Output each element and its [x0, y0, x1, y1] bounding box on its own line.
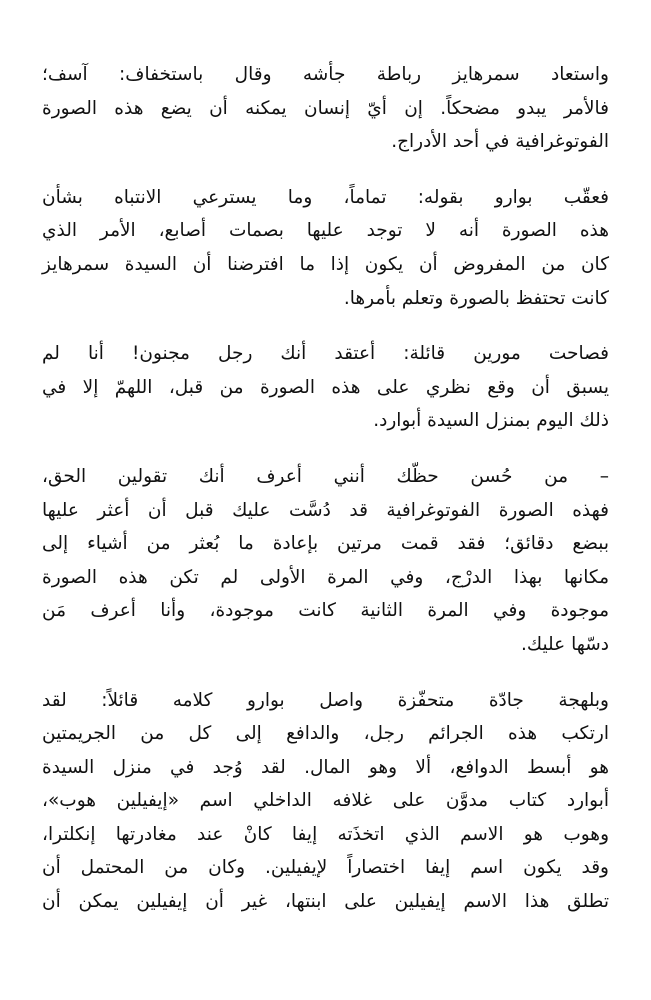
text-line: واستعاد سمرهايز رباطة جأشه وقال باستخفاف: آسف؛	[42, 64, 609, 85]
paragraph-2	[42, 181, 609, 315]
text-line: يسبق أن وقع نظري على هذه الصورة من قبل، اللهمّ إلا في	[42, 376, 609, 398]
paragraph-4	[42, 460, 609, 662]
text-line: ذلك اليوم بمنزل السيدة أبوارد.	[373, 410, 609, 432]
text-line: مكانها بهذا الدرْج، وفي المرة الأولى لم تكن هذه الصورة	[42, 566, 609, 588]
text-line: كان من المفروض أن يكون إذا ما افترضنا أن السيدة سمرهايز	[42, 253, 609, 275]
text-line: تطلق هذا الاسم إيفيلين على ابنتها، غير أن إيفيلين يمكن أن	[42, 891, 609, 913]
text-line: موجودة وفي المرة الثانية كانت موجودة، وأنا أعرف مَن	[42, 600, 609, 622]
text-line: وهوب هو الاسم الذي اتخذَته إيفا كانْ عند مغادرتها إنكلترا،	[42, 823, 609, 845]
text-line: أبوارد كتاب مدوَّن على غلافه الداخلي اسم «إيفيلين هوب»،	[42, 790, 609, 812]
text-line: ارتكب هذه الجرائم رجل، والدافع إلى كل من الجريمتين	[42, 723, 609, 745]
text-line: – من حُسن حظّك أنني أعرف أنك تقولين الحق،	[42, 465, 609, 487]
text-line: فعقّب بوارو بقوله: تماماً، وما يسترعي الانتباه بشأن	[42, 186, 609, 208]
paragraph-1	[42, 58, 609, 159]
text-line: وقد يكون اسم إيفا اختصاراً لإيفيلين. وكان من المحتمل أن	[42, 857, 609, 879]
text-line: ببضع دقائق؛ فقد قمت مرتين بإعادة ما بُعثر من أشياء إلى	[42, 533, 609, 555]
text-line: فصاحت مورين قائلة: أعتقد أنك رجل مجنون! أنا لم	[42, 343, 609, 365]
text-line: الفوتوغرافية في أحد الأدراج.	[391, 131, 609, 153]
paragraph-3	[42, 337, 609, 438]
text-line: هو أبسط الدوافع، ألا وهو المال. لقد وُجد في منزل السيدة	[42, 756, 609, 778]
text-line: دسّها عليك.	[520, 633, 609, 655]
text-line: هذه الصورة أنه لا توجد عليها بصمات أصابع، الأمر الذي	[42, 220, 609, 242]
text-line: فالأمر يبدو مضحكاً. إن أيّ إنسان يمكنه أن يضع هذه الصورة	[42, 97, 609, 119]
text-line: فهذه الصورة الفوتوغرافية قد دُسَّت عليك قبل أن أعثر عليها	[42, 499, 609, 521]
text-line: وبلهجة جادّة متحفّزة واصل بوارو كلامه قائلاً: لقد	[42, 689, 609, 711]
paragraph-5	[42, 684, 609, 919]
text-line: كانت تحتفظ بالصورة وتعلم بأمرها.	[343, 287, 609, 309]
